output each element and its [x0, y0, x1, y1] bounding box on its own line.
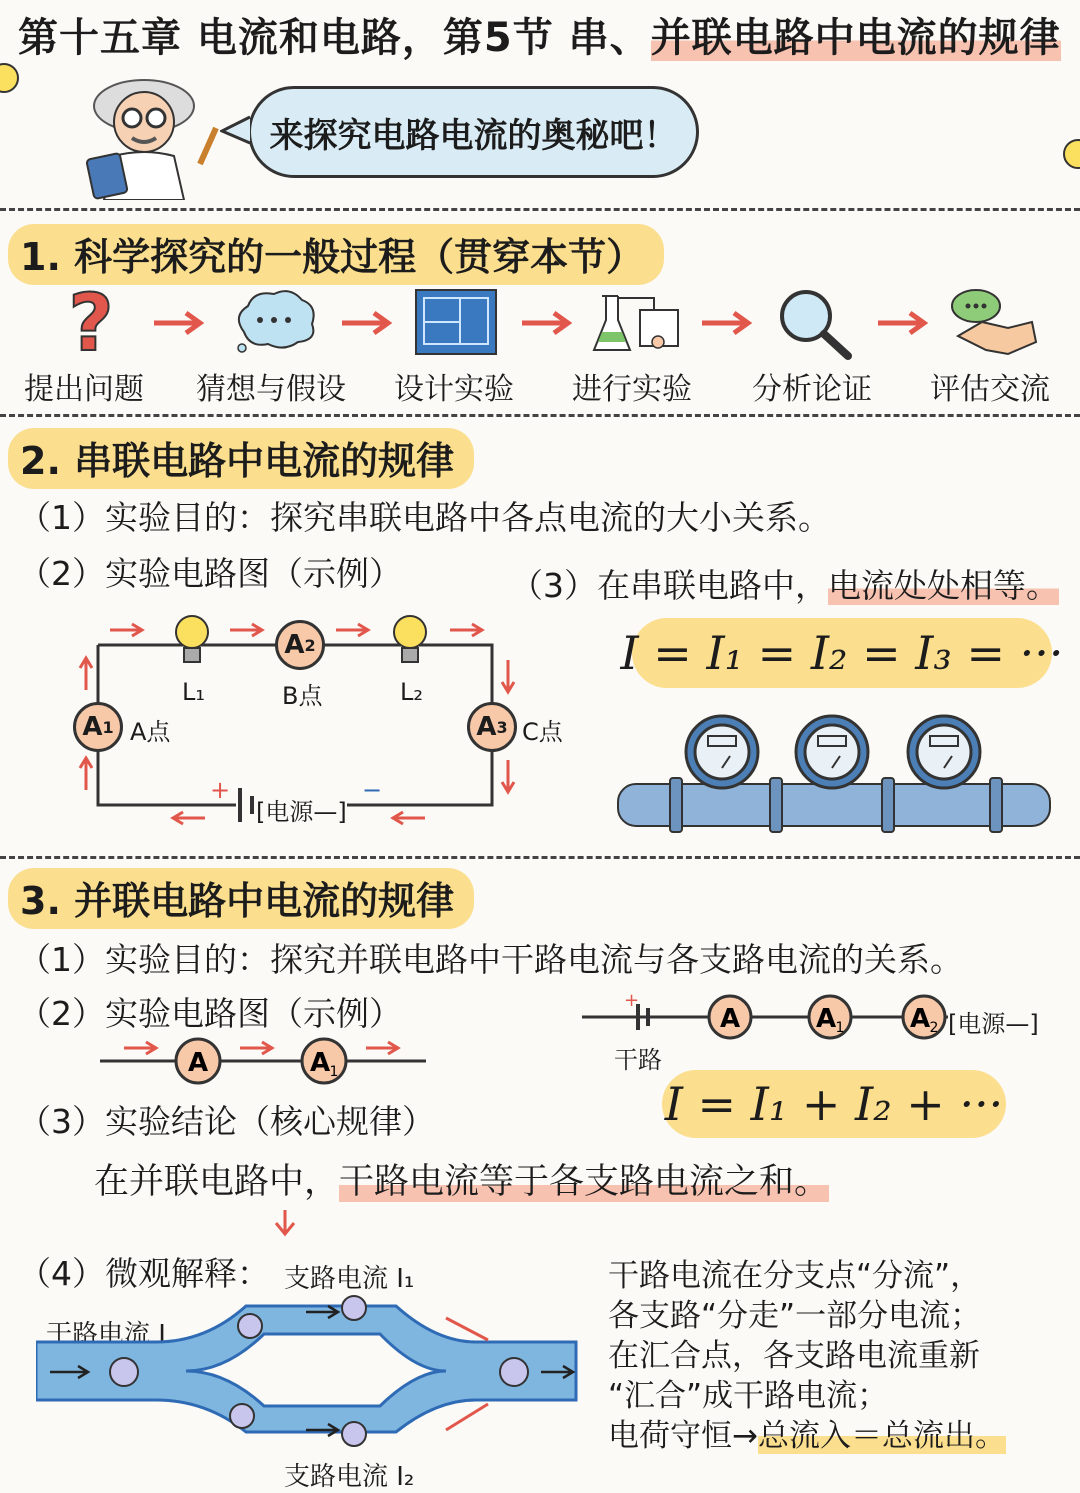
explanation-highlight: 总流入＝总流出。: [757, 1418, 1006, 1454]
title-part1: 第十五章 电流和电路，第5节 串、: [18, 15, 651, 61]
section3-diagram-title: （2）实验电路图（示例）: [18, 994, 402, 1033]
section2-heading: 2. 串联电路中电流的规律: [8, 428, 474, 489]
svg-text:A: A: [719, 1004, 741, 1034]
divider: [0, 856, 1080, 859]
handshake-icon: [946, 284, 1042, 362]
plus-sign: +: [210, 776, 231, 804]
svg-text:A: A: [309, 1048, 331, 1078]
section1-heading: 1. 科学探究的一般过程（贯穿本节）: [8, 224, 664, 285]
svg-text:?: ?: [68, 284, 114, 360]
arrow-down-icon: [270, 1208, 300, 1238]
point-c-label: C点: [522, 718, 563, 746]
parallel-formula: I = I₁ + I₂ + ···: [662, 1070, 1006, 1138]
bulb-icon: [172, 612, 212, 668]
meter-letter: A: [82, 712, 103, 742]
minus-sign: −: [362, 776, 383, 804]
svg-text:A: A: [815, 1004, 837, 1034]
step-label: 评估交流: [930, 372, 1050, 407]
branch2-label: 支路电流 I₂: [284, 1462, 415, 1492]
point-a-label: A点: [130, 718, 171, 746]
speech-bubble: 来探究电路电流的奥秘吧！: [248, 86, 699, 178]
arrow-right-icon: [698, 308, 758, 338]
trunk-label: 干路: [614, 1046, 662, 1074]
section3-heading: 3. 并联电路中电流的规律: [8, 868, 474, 929]
step-label: 猜想与假设: [196, 372, 346, 407]
divider: [0, 414, 1080, 417]
meter-letter: A: [284, 630, 305, 660]
section3-conclusion: [94, 1154, 829, 1204]
bulb-icon: [0, 60, 22, 100]
divider: [0, 208, 1080, 211]
thought-cloud-icon: [228, 284, 320, 358]
svg-text:+: +: [624, 992, 640, 1011]
conclusion-prefix: 在并联电路中，: [94, 1162, 340, 1202]
bulb-icon: [390, 612, 430, 668]
svg-text:1: 1: [835, 1020, 845, 1036]
section3-conclusion-title: （3）实验结论（核心规律）: [18, 1102, 435, 1141]
meter-subscript: 1: [102, 717, 114, 737]
power-source-label: [电源—]: [948, 1010, 1039, 1038]
arrow-right-icon: [518, 308, 578, 338]
series-circuit: [60, 600, 563, 840]
section2-diagram-title: （2）实验电路图（示例）: [18, 554, 402, 593]
branch1-label: 支路电流 I₁: [284, 1264, 415, 1294]
explanation-line: [608, 1416, 1006, 1456]
ammeter-a2: [275, 620, 325, 670]
explanation-line: “汇合”成干路电流；: [608, 1378, 889, 1414]
page-title: [18, 6, 1061, 63]
point-b-label: B点: [282, 682, 323, 710]
explanation-line: 干路电流在分支点“分流”，: [608, 1258, 982, 1294]
svg-text:A: A: [909, 1004, 931, 1034]
ammeter-a3: [467, 702, 517, 752]
section2-conclusion: [510, 560, 1059, 607]
svg-text:1: 1: [329, 1064, 339, 1080]
arrow-right-icon: [874, 308, 934, 338]
explanation-line: 在汇合点，各支路电流重新: [608, 1338, 980, 1374]
meter-subscript: 2: [304, 635, 316, 655]
blueprint-icon: [410, 284, 502, 358]
micro-title: （4）微观解释：: [18, 1254, 270, 1293]
bubble-tail-icon: [220, 115, 254, 145]
step-label: 分析论证: [752, 372, 872, 407]
svg-text:A: A: [187, 1048, 209, 1078]
bulb-label-l1: L₁: [182, 678, 205, 706]
bulb-icon: [1058, 136, 1080, 176]
parallel-circuit-left: [100, 1036, 430, 1086]
arrow-right-icon: [338, 308, 398, 338]
power-source-label: [电源—]: [256, 792, 347, 827]
arrow-right-icon: [150, 308, 210, 338]
explanation-block: [608, 1256, 1006, 1456]
meter-subscript: 3: [496, 717, 508, 737]
explanation-line: 各支路“分走”一部分电流；: [608, 1298, 982, 1334]
lab-equipment-icon: [588, 284, 684, 362]
explanation-prefix: 电荷守恒→: [608, 1418, 758, 1454]
question-mark-icon: [56, 284, 126, 360]
professor-icon: [82, 72, 232, 200]
ammeter-a1: [73, 702, 123, 752]
conclusion-highlight: 电流处处相等。: [828, 566, 1059, 605]
conclusion-prefix: （3）在串联电路中，: [510, 566, 828, 605]
svg-text:2: 2: [929, 1020, 939, 1036]
bulb-label-l2: L₂: [400, 678, 423, 706]
step-label: 进行实验: [572, 372, 692, 407]
section2-purpose: （1）实验目的：探究串联电路中各点电流的大小关系。: [18, 498, 831, 537]
series-formula: I = I₁ = I₂ = I₃ = ···: [632, 618, 1052, 688]
meter-letter: A: [476, 712, 497, 742]
step-label: 设计实验: [394, 372, 514, 407]
trunk-current-label: 干路电流 I: [46, 1320, 166, 1350]
current-flow-diagram: [36, 1282, 582, 1452]
step-label: 提出问题: [24, 372, 144, 407]
conclusion-highlight: 干路电流等于各支路电流之和。: [339, 1162, 830, 1202]
pipe-meters-icon: [614, 712, 1054, 842]
magnifier-icon: [774, 284, 858, 362]
title-highlight: 并联电路中电流的规律: [650, 15, 1061, 61]
section3-purpose: （1）实验目的：探究并联电路中干路电流与各支路电流的关系。: [18, 940, 963, 979]
